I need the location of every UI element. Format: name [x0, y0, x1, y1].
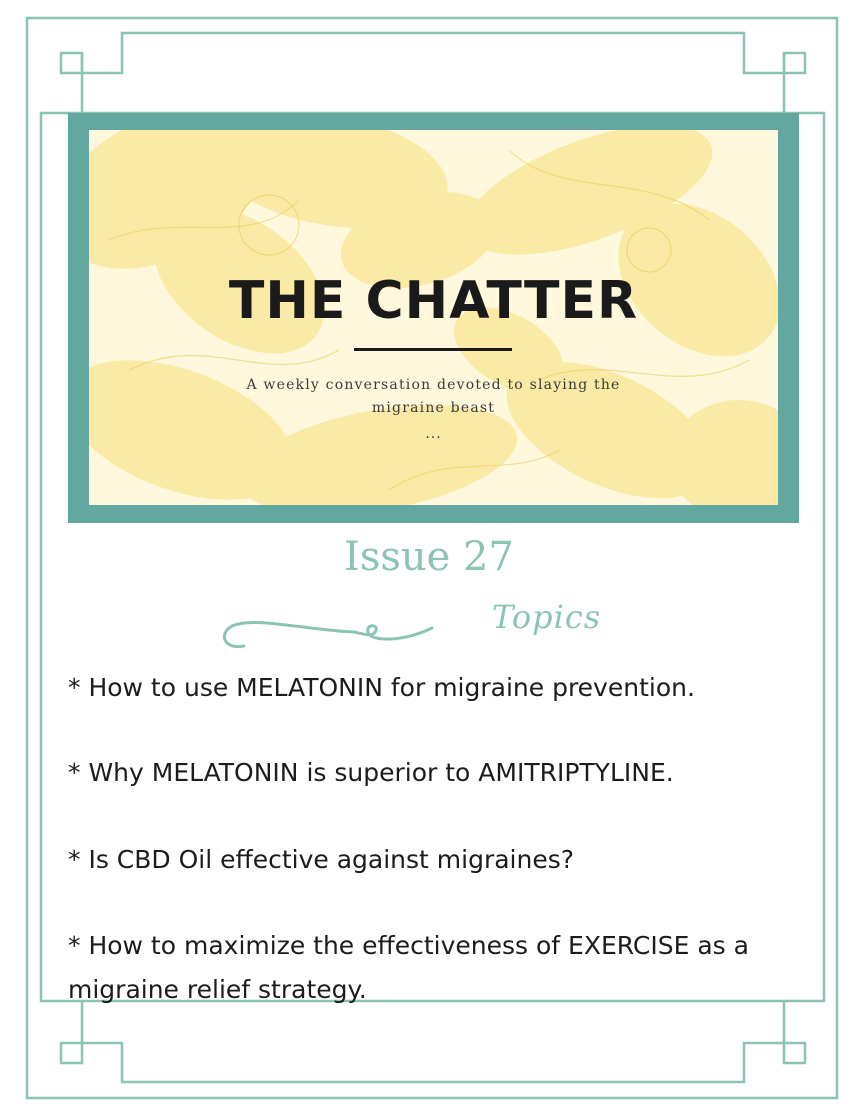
- swirl-ornament-icon: [214, 612, 439, 662]
- title-underline-divider: [354, 348, 512, 351]
- newsletter-title: THE CHATTER: [228, 271, 639, 331]
- banner-floral-panel: [89, 130, 778, 505]
- header-banner: [68, 113, 799, 523]
- topic-item-1: * How to use MELATONIN for migraine prevention.: [68, 673, 695, 702]
- topic-item-4: * How to maximize the effectiveness of EXERCISE as a migraine relief strategy.: [68, 931, 749, 1004]
- issue-number: Issue 27: [344, 534, 514, 580]
- newsletter-subtitle: A weekly conversation devoted to slaying the migraine beast: [246, 377, 621, 416]
- ellipsis-ornament: ...: [425, 426, 442, 442]
- topics-heading: Topics: [492, 598, 602, 636]
- topic-item-3: * Is CBD Oil effective against migraines?: [68, 845, 575, 874]
- topic-item-2: * Why MELATONIN is superior to AMITRIPTYLINE.: [68, 758, 674, 787]
